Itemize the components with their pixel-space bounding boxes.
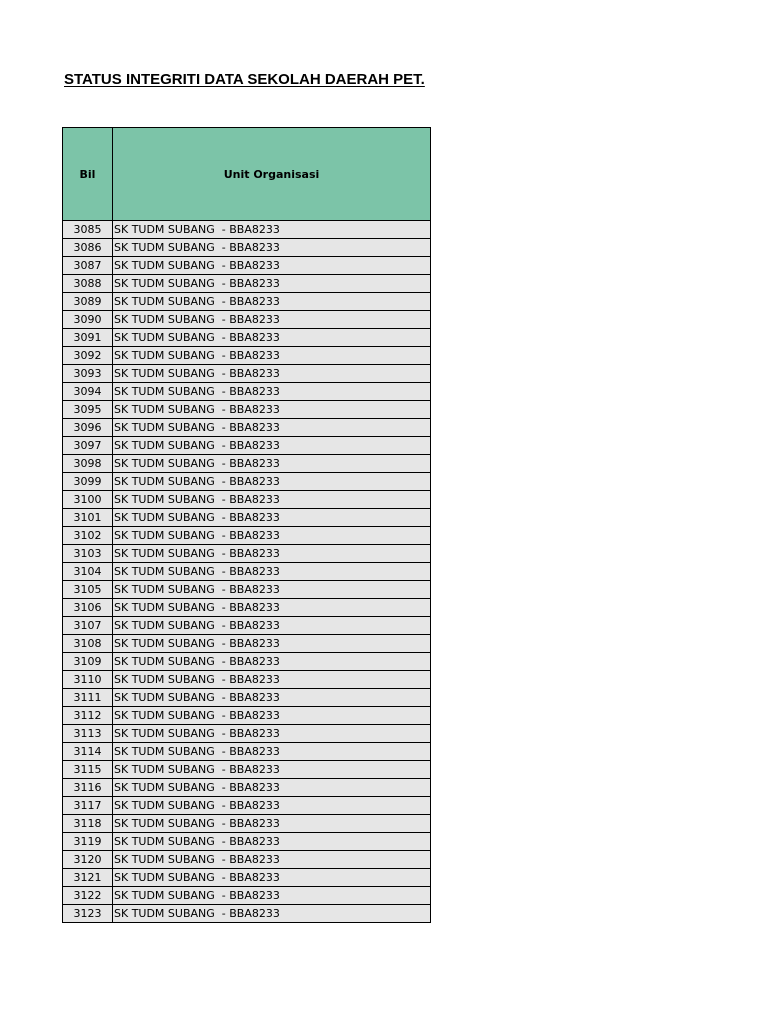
cell-unit-organisasi: SK TUDM SUBANG - BBA8233 [113,311,431,329]
table-row [63,779,431,797]
cell-bil: 3085 [63,221,113,239]
cell-unit-organisasi: SK TUDM SUBANG - BBA8233 [113,617,431,635]
cell-bil: 3115 [63,761,113,779]
cell-bil: 3117 [63,797,113,815]
cell-unit-organisasi: SK TUDM SUBANG - BBA8233 [113,833,431,851]
cell-unit-organisasi: SK TUDM SUBANG - BBA8233 [113,365,431,383]
cell-bil: 3120 [63,851,113,869]
cell-unit-organisasi: SK TUDM SUBANG - BBA8233 [113,815,431,833]
cell-bil: 3122 [63,887,113,905]
cell-bil: 3092 [63,347,113,365]
table-header [63,128,431,221]
cell-unit-organisasi: SK TUDM SUBANG - BBA8233 [113,293,431,311]
cell-bil: 3088 [63,275,113,293]
cell-bil: 3103 [63,545,113,563]
cell-unit-organisasi: SK TUDM SUBANG - BBA8233 [113,563,431,581]
table-row [63,833,431,851]
header-row [63,128,431,221]
cell-unit-organisasi: SK TUDM SUBANG - BBA8233 [113,419,431,437]
cell-unit-organisasi: SK TUDM SUBANG - BBA8233 [113,527,431,545]
table-row [63,653,431,671]
table-row [63,689,431,707]
cell-unit-organisasi: SK TUDM SUBANG - BBA8233 [113,491,431,509]
cell-unit-organisasi: SK TUDM SUBANG - BBA8233 [113,509,431,527]
cell-bil: 3091 [63,329,113,347]
table-row [63,743,431,761]
cell-bil: 3104 [63,563,113,581]
cell-bil: 3121 [63,869,113,887]
table-row [63,869,431,887]
cell-bil: 3109 [63,653,113,671]
table-row [63,887,431,905]
cell-unit-organisasi: SK TUDM SUBANG - BBA8233 [113,725,431,743]
cell-bil: 3110 [63,671,113,689]
cell-unit-organisasi: SK TUDM SUBANG - BBA8233 [113,707,431,725]
cell-unit-organisasi: SK TUDM SUBANG - BBA8233 [113,869,431,887]
table-row [63,473,431,491]
cell-bil: 3111 [63,689,113,707]
cell-bil: 3087 [63,257,113,275]
table-row [63,671,431,689]
table-row [63,347,431,365]
table-row [63,527,431,545]
table-row [63,383,431,401]
cell-unit-organisasi: SK TUDM SUBANG - BBA8233 [113,383,431,401]
cell-bil: 3102 [63,527,113,545]
cell-bil: 3106 [63,599,113,617]
page-title: STATUS INTEGRITI DATA SEKOLAH DAERAH PET. [64,71,425,88]
table-row [63,707,431,725]
cell-unit-organisasi: SK TUDM SUBANG - BBA8233 [113,797,431,815]
cell-unit-organisasi: SK TUDM SUBANG - BBA8233 [113,329,431,347]
cell-unit-organisasi: SK TUDM SUBANG - BBA8233 [113,275,431,293]
cell-bil: 3107 [63,617,113,635]
cell-bil: 3093 [63,365,113,383]
table-row [63,635,431,653]
table-row [63,761,431,779]
table-row [63,851,431,869]
cell-bil: 3113 [63,725,113,743]
cell-bil: 3116 [63,779,113,797]
cell-unit-organisasi: SK TUDM SUBANG - BBA8233 [113,689,431,707]
cell-unit-organisasi: SK TUDM SUBANG - BBA8233 [113,779,431,797]
cell-unit-organisasi: SK TUDM SUBANG - BBA8233 [113,599,431,617]
cell-bil: 3086 [63,239,113,257]
table-row [63,221,431,239]
table-row [63,239,431,257]
table-body [63,221,431,923]
cell-unit-organisasi: SK TUDM SUBANG - BBA8233 [113,743,431,761]
table-row [63,329,431,347]
cell-bil: 3105 [63,581,113,599]
cell-unit-organisasi: SK TUDM SUBANG - BBA8233 [113,473,431,491]
table-row [63,815,431,833]
cell-bil: 3090 [63,311,113,329]
cell-unit-organisasi: SK TUDM SUBANG - BBA8233 [113,905,431,923]
cell-bil: 3099 [63,473,113,491]
cell-bil: 3098 [63,455,113,473]
table-row [63,365,431,383]
cell-unit-organisasi: SK TUDM SUBANG - BBA8233 [113,635,431,653]
cell-bil: 3119 [63,833,113,851]
table-row [63,401,431,419]
cell-unit-organisasi: SK TUDM SUBANG - BBA8233 [113,239,431,257]
cell-bil: 3114 [63,743,113,761]
table-row [63,563,431,581]
cell-unit-organisasi: SK TUDM SUBANG - BBA8233 [113,221,431,239]
cell-bil: 3123 [63,905,113,923]
column-header-unit-organisasi: Unit Organisasi [113,128,431,221]
table-row [63,545,431,563]
table-row [63,581,431,599]
cell-bil: 3100 [63,491,113,509]
data-table [62,127,431,923]
cell-bil: 3108 [63,635,113,653]
cell-unit-organisasi: SK TUDM SUBANG - BBA8233 [113,671,431,689]
table-row [63,905,431,923]
table-row [63,455,431,473]
cell-unit-organisasi: SK TUDM SUBANG - BBA8233 [113,851,431,869]
cell-unit-organisasi: SK TUDM SUBANG - BBA8233 [113,653,431,671]
cell-bil: 3112 [63,707,113,725]
cell-bil: 3101 [63,509,113,527]
cell-unit-organisasi: SK TUDM SUBANG - BBA8233 [113,545,431,563]
cell-unit-organisasi: SK TUDM SUBANG - BBA8233 [113,581,431,599]
cell-bil: 3094 [63,383,113,401]
cell-bil: 3089 [63,293,113,311]
cell-bil: 3095 [63,401,113,419]
cell-unit-organisasi: SK TUDM SUBANG - BBA8233 [113,401,431,419]
table-row [63,293,431,311]
cell-unit-organisasi: SK TUDM SUBANG - BBA8233 [113,887,431,905]
cell-unit-organisasi: SK TUDM SUBANG - BBA8233 [113,347,431,365]
cell-bil: 3097 [63,437,113,455]
column-header-bil: Bil [63,128,113,221]
table-row [63,275,431,293]
table-row [63,257,431,275]
table-row [63,491,431,509]
cell-bil: 3118 [63,815,113,833]
table-row [63,509,431,527]
cell-bil: 3096 [63,419,113,437]
table-row [63,797,431,815]
table-row [63,419,431,437]
cell-unit-organisasi: SK TUDM SUBANG - BBA8233 [113,455,431,473]
table-row [63,617,431,635]
table-row [63,599,431,617]
cell-unit-organisasi: SK TUDM SUBANG - BBA8233 [113,437,431,455]
table-row [63,311,431,329]
cell-unit-organisasi: SK TUDM SUBANG - BBA8233 [113,761,431,779]
table-row [63,437,431,455]
table-row [63,725,431,743]
cell-unit-organisasi: SK TUDM SUBANG - BBA8233 [113,257,431,275]
